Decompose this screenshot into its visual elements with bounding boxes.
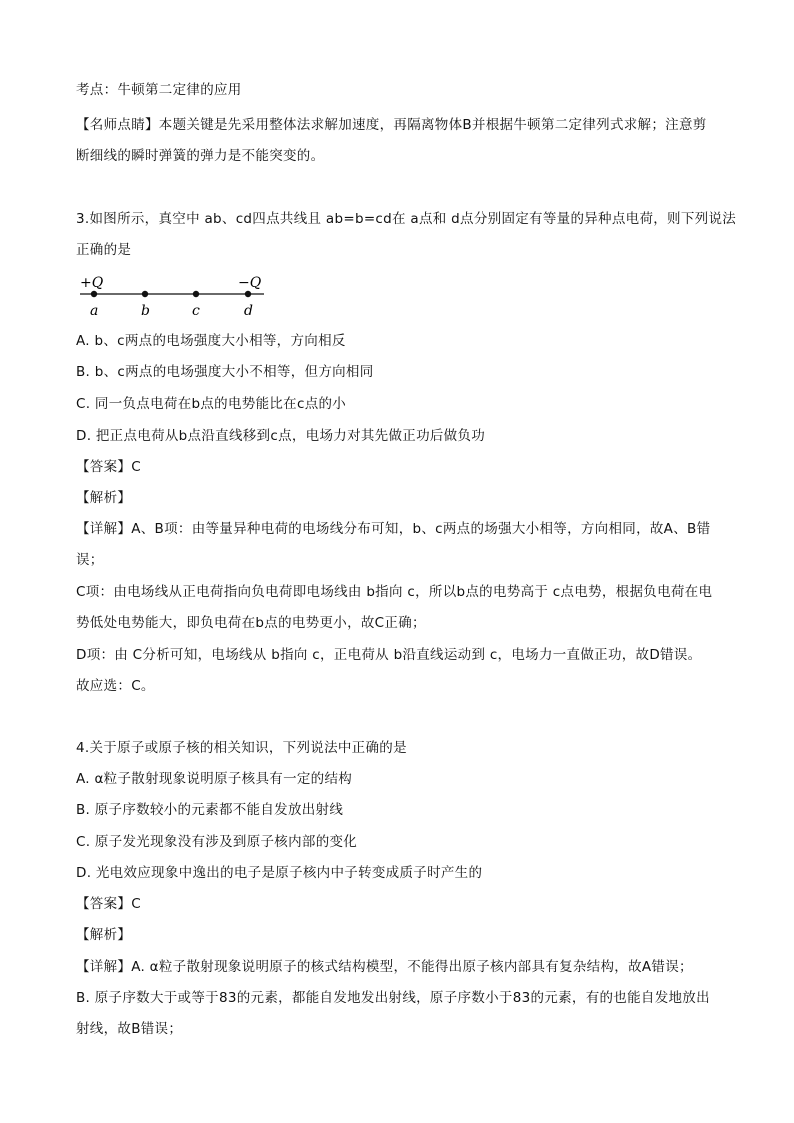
q4-option-b: B. 原子序数较小的元素都不能自发放出射线 (76, 802, 344, 818)
charge-a-label: +Q (80, 275, 104, 291)
q3-option-a: A. b、c两点的电场强度大小相等，方向相反 (76, 333, 346, 349)
q4-option-a: A. α粒子散射现象说明原子核具有一定的结构 (76, 771, 353, 787)
q3-stem-line-1: 3.如图所示，真空中 ab、cd四点共线且 ab=b=cd在 a点和 d点分别固定有等量的异种点电荷，则下列说法 (76, 211, 737, 227)
q4-detail-line-2: B. 原子序数大于或等于83的元素，都能自发地发出射线，原子序数小于83的元素，有的也能自发地放出 (76, 990, 710, 1006)
q4-detail-line-1: 【详解】A. α粒子散射现象说明原子的核式结构模型，不能得出原子核内部具有复杂结构，故A错误； (76, 959, 693, 975)
q3-detail-line-2: 误； (76, 552, 104, 568)
q3-detail-line-5: D项：由 C分析可知，电场线从 b指向 c，正电荷从 b沿直线运动到 c，电场力一直做正功，故D错误。 (76, 647, 702, 663)
q3-detail-line-4: 势低处电势能大，即负电荷在b点的电势更小，故C正确； (76, 615, 426, 631)
q4-option-d: D. 光电效应现象中逸出的电子是原子核内中子转变成质子时产生的 (76, 865, 483, 881)
q3-detail-line-3: C项：由电场线从正电荷指向负电荷即电场线由 b指向 c，所以b点的电势高于 c点电势，根据负电荷在电 (76, 584, 713, 600)
q3-option-c: C. 同一负点电荷在b点的电势能比在c点的小 (76, 396, 347, 412)
point-a-dot (91, 291, 97, 297)
mingshi-dianjing-line-2: 断细线的瞬时弹簧的弹力是不能突变的。 (76, 148, 325, 164)
point-b-label: b (141, 303, 150, 319)
q4-stem: 4.关于原子或原子核的相关知识，下列说法中正确的是 (76, 740, 407, 756)
q3-detail-line-6: 故应选：C。 (76, 678, 155, 694)
q4-analysis-heading: 【解析】 (76, 927, 132, 943)
q4-answer: 【答案】C (76, 896, 141, 912)
mingshi-dianjing-line-1: 【名师点睛】本题关键是先采用整体法求解加速度，再隔离物体B并根据牛顿第二定律列式求解；注意剪 (76, 117, 707, 133)
q3-detail-line-1: 【详解】A、B项：由等量异种电荷的电场线分布可知，b、c两点的场强大小相等，方向相同，故A、B错 (76, 521, 711, 537)
q3-option-d: D. 把正点电荷从b点沿直线移到c点，电场力对其先做正功后做负功 (76, 428, 486, 444)
point-d-label: d (244, 303, 253, 319)
q3-analysis-heading: 【解析】 (76, 490, 132, 506)
q3-option-b: B. b、c两点的电场强度大小不相等，但方向相同 (76, 364, 374, 380)
point-a-label: a (90, 303, 99, 319)
q3-answer: 【答案】C (76, 459, 141, 475)
point-c-label: c (192, 303, 200, 319)
q4-detail-line-3: 射线，故B错误； (76, 1021, 183, 1037)
charge-d-label: −Q (238, 275, 262, 291)
point-c-dot (193, 291, 199, 297)
charge-line-diagram (76, 268, 276, 322)
point-b-dot (142, 291, 148, 297)
kaodian-line: 考点：牛顿第二定律的应用 (76, 82, 242, 98)
q4-option-c: C. 原子发光现象没有涉及到原子核内部的变化 (76, 834, 358, 850)
point-d-dot (245, 291, 251, 297)
q3-stem-line-2: 正确的是 (76, 242, 132, 258)
